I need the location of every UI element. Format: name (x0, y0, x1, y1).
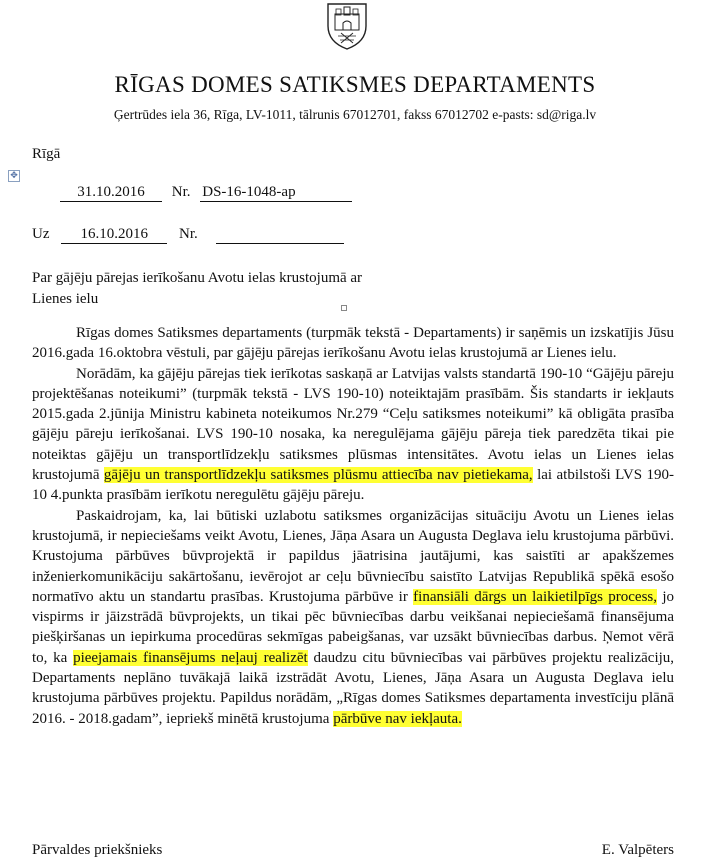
reply-number-label: Nr. (179, 226, 198, 242)
reply-number (216, 226, 344, 244)
organization-name: RĪGAS DOMES SATIKSMES DEPARTAMENTS (114, 72, 596, 97)
letter-subject: Par gājēju pārejas ierīkošanu Avotu ielas krustojumā ar Lienes ielu (32, 270, 363, 307)
paragraph-2-text-a: Norādām, ka gājēju pārejas tiek ierīkotas saskaņā ar Latvijas valsts standartā 190-10 “Gājēju pāreju projektēšanas noteikumi” (turpmāk tekstā - LVS 190-10) noteiktajām prasībām. Šis standarts ir iekļauts 2015.gada 2.jūnija Ministru kabineta noteikumos Nr.279 “Ceļu satiksmes noteikumi” kā obligāta prasība gājēju pāreju ierīkošanai. LVS 190-10 nosaka, ka neregulējama gājēju pāreja tiek paredzēta tikai pie noteiktas gājēju un transportlīdzekļu satiksmes plūsmas intensitātes. Avotu ielas un Lienes ielas krustojumā (32, 365, 674, 484)
paragraph-2 (32, 364, 674, 506)
document-place: Rīgā (32, 146, 61, 162)
signatory-name: E. Valpēters (601, 842, 674, 858)
paragraph-3-text-b: jo vispirms ir jāizstrādā būvprojekts, un tikai pēc būvniecības darbu veikšanai nepieciešamā finansējuma piešķiršanas un iepirkuma procedūras sekmīgas pabeigšanas, var uzsākt būvniecības darbus. Ņemot vērā to, ka (32, 588, 674, 666)
paragraph-3 (32, 506, 674, 729)
paragraph-2-text-b: lai atbilstoši LVS 190-10 4.punkta prasībām ierīkotu neregulētu gājēju pāreju. (32, 467, 674, 504)
paragraph-1: Rīgas domes Satiksmes departaments (turpmāk tekstā - Departaments) ir saņēmis un izskatījis Jūsu 2016.gada 16.oktobra vēstuli, par gājēju pārejas ierīkošanu Avotu ielas krustojumā ar Lienes ielu. (32, 325, 674, 362)
paragraph-3-text-a: Paskaidrojam, ka, lai būtiski uzlabotu satiksmes organizācijas situāciju Avotu un Lienes ielas krustojumā, ir nepieciešams veikt Avotu, Lienes, Jāņa Asara un Augusta Deglava ielu krustojuma pārbūvi. Krustojuma pārbūves būvprojektā ir papildus jāatrisina jautājumi, kas saistīti ar apakšzemes inženierkomunikāciju sakārtošanu, ievērojot ar ceļu būvniecību saistīto Latvijas Republikā spēkā esošo normatīvo aktu un standartu prasības. Krustojuma pārbūve ir (32, 507, 674, 605)
reply-meta-row (32, 226, 344, 244)
riga-coat-of-arms-icon (322, 0, 372, 50)
highlight-funding: pieejamais finansējums neļauj realizēt (73, 649, 308, 666)
paragraph-marker-icon (341, 305, 347, 311)
document-number-label: Nr. (171, 184, 191, 200)
document-date: 31.10.2016 (60, 184, 162, 202)
document-number: DS-16-1048-ap (200, 184, 352, 202)
paragraph-3-text-c: daudzu citu būvniecības vai pārbūves projektu realizāciju, Departaments neplāno tuvākajā laikā izstrādāt Avotu, Lienes, Jāņa Asara un Augusta Deglava ielu krustojuma pārbūves projektu. Papildus norādām, „Rīgas domes Satiksmes departamenta investīciju plānā 2016. - 2018.gadam”, iepriekš minētā krustojuma (32, 649, 675, 727)
organization-contacts: Ģertrūdes iela 36, Rīga, LV-1011, tālrunis 67012701, fakss 67012702 e-pasts: sd@riga.lv (113, 107, 597, 122)
document-meta-row (60, 184, 352, 202)
highlight-costly-process: finansiāli dārgs un laikietilpīgs process, (413, 588, 657, 605)
signatory-position: Pārvaldes priekšnieks (32, 842, 163, 858)
highlight-not-included: pārbūve nav iekļauta. (333, 710, 462, 727)
highlight-flow-ratio: gājēju un transportlīdzekļu satiksmes plūsmu attiecība nav pietiekama, (103, 467, 533, 484)
letter-body (32, 323, 674, 729)
table-move-handle-icon[interactable]: ✥ (8, 170, 20, 182)
reply-to-label: Uz (32, 226, 50, 242)
reply-date: 16.10.2016 (61, 226, 167, 244)
